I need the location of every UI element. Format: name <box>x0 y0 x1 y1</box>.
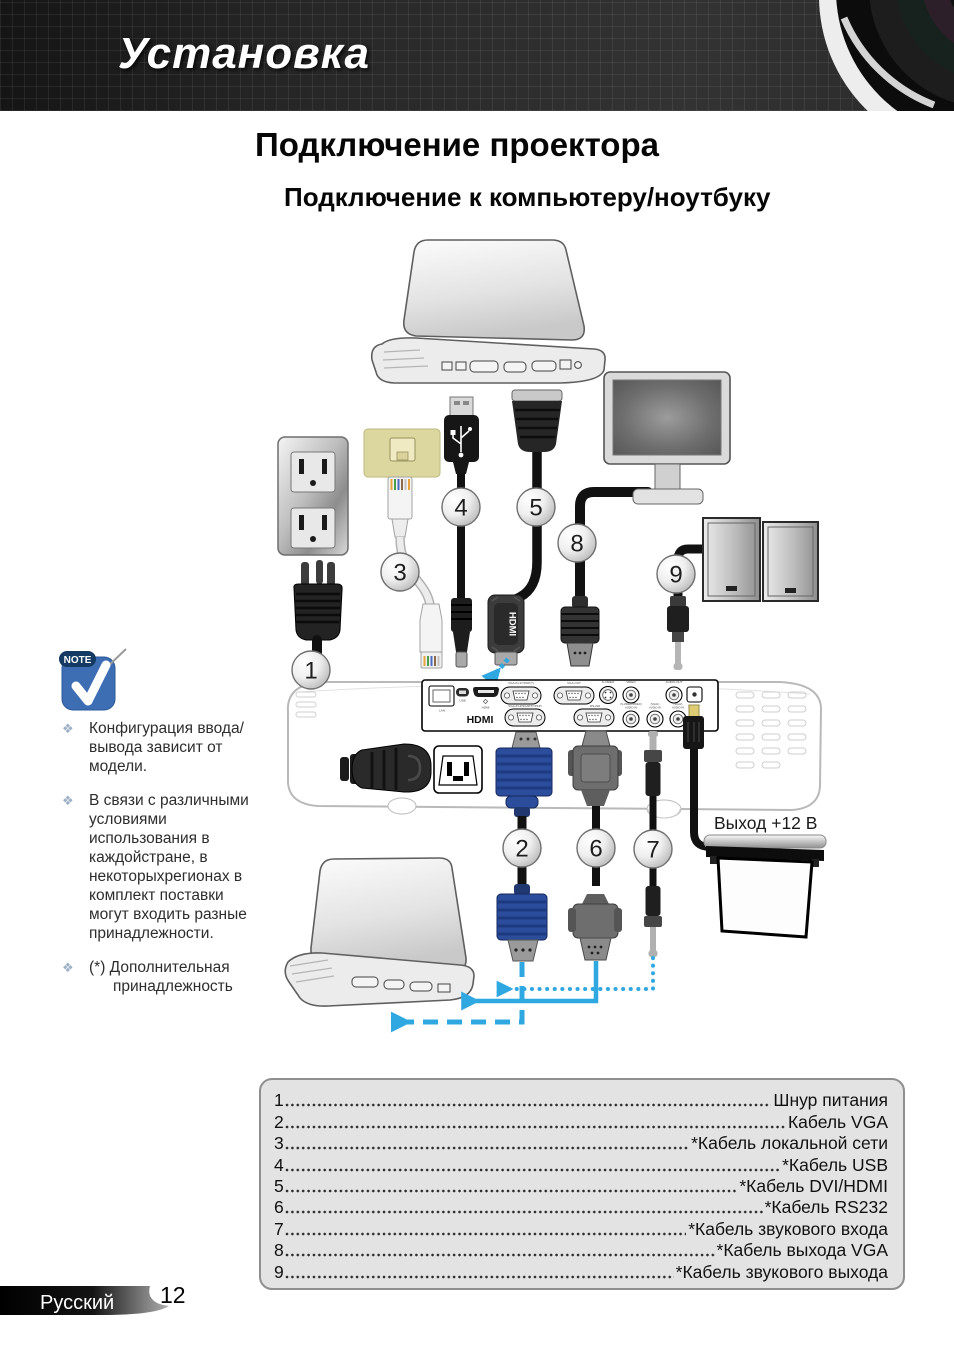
monitor <box>604 372 730 504</box>
svg-text:5: 5 <box>529 494 543 522</box>
svg-text:LAN: LAN <box>439 708 445 713</box>
port-label: VGA-OUT <box>567 681 581 685</box>
legend-item: 8 *Кабель выхода VGA <box>274 1240 888 1261</box>
legend-item: 5 *Кабель DVI/HDMI <box>274 1175 888 1196</box>
badge-1 <box>292 651 330 689</box>
badge-5 <box>517 488 555 526</box>
dotted-leader <box>285 1188 738 1194</box>
dotted-leader <box>285 1252 715 1258</box>
vga-out-connector <box>561 596 599 666</box>
usb-cable <box>444 397 479 667</box>
output-12v-label: Выход +12 В <box>714 813 818 833</box>
projection-screen <box>704 835 826 937</box>
badge-9 <box>657 555 695 593</box>
section-subtitle: Подключение к компьютеру/ноутбуку <box>284 182 771 212</box>
badge-3 <box>381 553 419 591</box>
hdmi-connector-label: HDMI <box>506 611 518 637</box>
note-item: ❖ Конфигурация ввода/вывода зависит от модели. <box>62 720 244 775</box>
port-label: AUDIO-IN <box>672 706 684 710</box>
dotted-leader <box>285 1209 763 1215</box>
legend-item: 7 *Кабель звукового входа <box>274 1218 888 1239</box>
legend-item: 3 *Кабель локальной сети <box>274 1133 888 1154</box>
badge-7 <box>634 830 672 868</box>
power-inlet <box>434 746 482 793</box>
port-video <box>623 687 639 703</box>
dotted-leader <box>285 1274 674 1280</box>
port-vga-in-2 <box>505 709 545 726</box>
legend-item: 1 Шнур питания <box>274 1090 888 1111</box>
port-label: AUDIO-OUT <box>665 680 683 684</box>
diamond-bullet-icon: ❖ <box>62 960 74 975</box>
svg-text:4: 4 <box>454 494 468 522</box>
badge-4 <box>442 488 480 526</box>
port-label: AUDIO-IN <box>625 706 637 710</box>
dotted-leader <box>285 1231 687 1237</box>
power-outlet <box>278 437 348 555</box>
badge-2 <box>503 829 541 867</box>
dvi-hdmi-cable <box>488 390 562 665</box>
audio-out-jack <box>667 596 689 670</box>
port-audio-out <box>666 687 682 703</box>
legend-item: 4 *Кабель USB <box>274 1154 888 1175</box>
chapter-title: Установка <box>118 29 371 78</box>
note-item: ❖ В связи с различными условиями использования в каждойстране, в некоторыхрегионах в комплект поставки могут входить разные принадлежности. <box>62 792 249 942</box>
svg-text:6: 6 <box>589 835 603 863</box>
footer-language-bar <box>0 1283 220 1323</box>
port-vga-in-1 <box>501 687 541 704</box>
svg-text:3: 3 <box>393 559 407 587</box>
svg-text:1: 1 <box>304 657 318 685</box>
port-audio-in-1 <box>623 711 639 727</box>
dotted-leader <box>285 1145 689 1151</box>
badge-8 <box>558 524 596 562</box>
legend-item: 2 Кабель VGA <box>274 1111 888 1132</box>
svg-text:8: 8 <box>570 530 584 558</box>
dotted-leader <box>285 1124 786 1130</box>
legend-item: 9 *Кабель звукового выхода <box>274 1261 888 1282</box>
power-plug <box>294 560 342 640</box>
svg-text:HDMI: HDMI <box>481 705 490 710</box>
rear-panel <box>422 680 718 731</box>
svg-text:2: 2 <box>515 835 529 863</box>
laptop-top <box>372 240 605 383</box>
port-audio-in-2 <box>647 711 663 727</box>
svg-text:7: 7 <box>646 836 660 864</box>
arrow-rs232 <box>465 961 596 1001</box>
ethernet-plug-bottom <box>420 604 442 668</box>
port-label: VIDEO <box>626 680 636 684</box>
ethernet-wall-plate <box>364 429 440 477</box>
diamond-bullet-icon: ❖ <box>62 793 74 808</box>
page-title: Подключение проектора <box>255 126 659 163</box>
port-label: (S-VIDEO/VIDEO) <box>620 703 642 706</box>
footer-language: Русский <box>40 1292 115 1314</box>
port-label: AUDIO-IN <box>649 706 661 710</box>
laptop-bottom <box>285 858 474 1006</box>
port-label: VGA-IN-1/YPbPr(*) <box>508 681 534 685</box>
port-s-video <box>600 680 617 704</box>
port-label: VGA-IN-2/SCART/YPbPr <box>508 704 542 708</box>
port-label: (VGA1) <box>650 703 660 706</box>
badge-6 <box>577 829 615 867</box>
page-number: 12 <box>160 1282 186 1308</box>
note-label: NOTE <box>63 655 92 666</box>
note-item: ❖ (*) Дополнительная принадлежность <box>62 959 233 995</box>
cable-legend <box>259 1078 905 1290</box>
svg-text:9: 9 <box>669 561 683 589</box>
port-rs232 <box>574 709 614 726</box>
dotted-leader <box>285 1102 772 1108</box>
port-label: RS-232 <box>589 704 601 708</box>
port-vga-out <box>554 687 594 704</box>
legend-item: 6 *Кабель RS232 <box>274 1197 888 1218</box>
ethernet-plug-top <box>388 477 412 537</box>
port-label: (VGA2) <box>673 703 683 706</box>
speakers <box>703 518 818 601</box>
svg-text:USB: USB <box>459 698 466 703</box>
diamond-bullet-icon: ❖ <box>62 721 74 736</box>
dotted-leader <box>285 1167 780 1173</box>
svg-text:S-VIDEO: S-VIDEO <box>601 680 615 684</box>
hdmi-logo: HDMI <box>466 714 494 726</box>
